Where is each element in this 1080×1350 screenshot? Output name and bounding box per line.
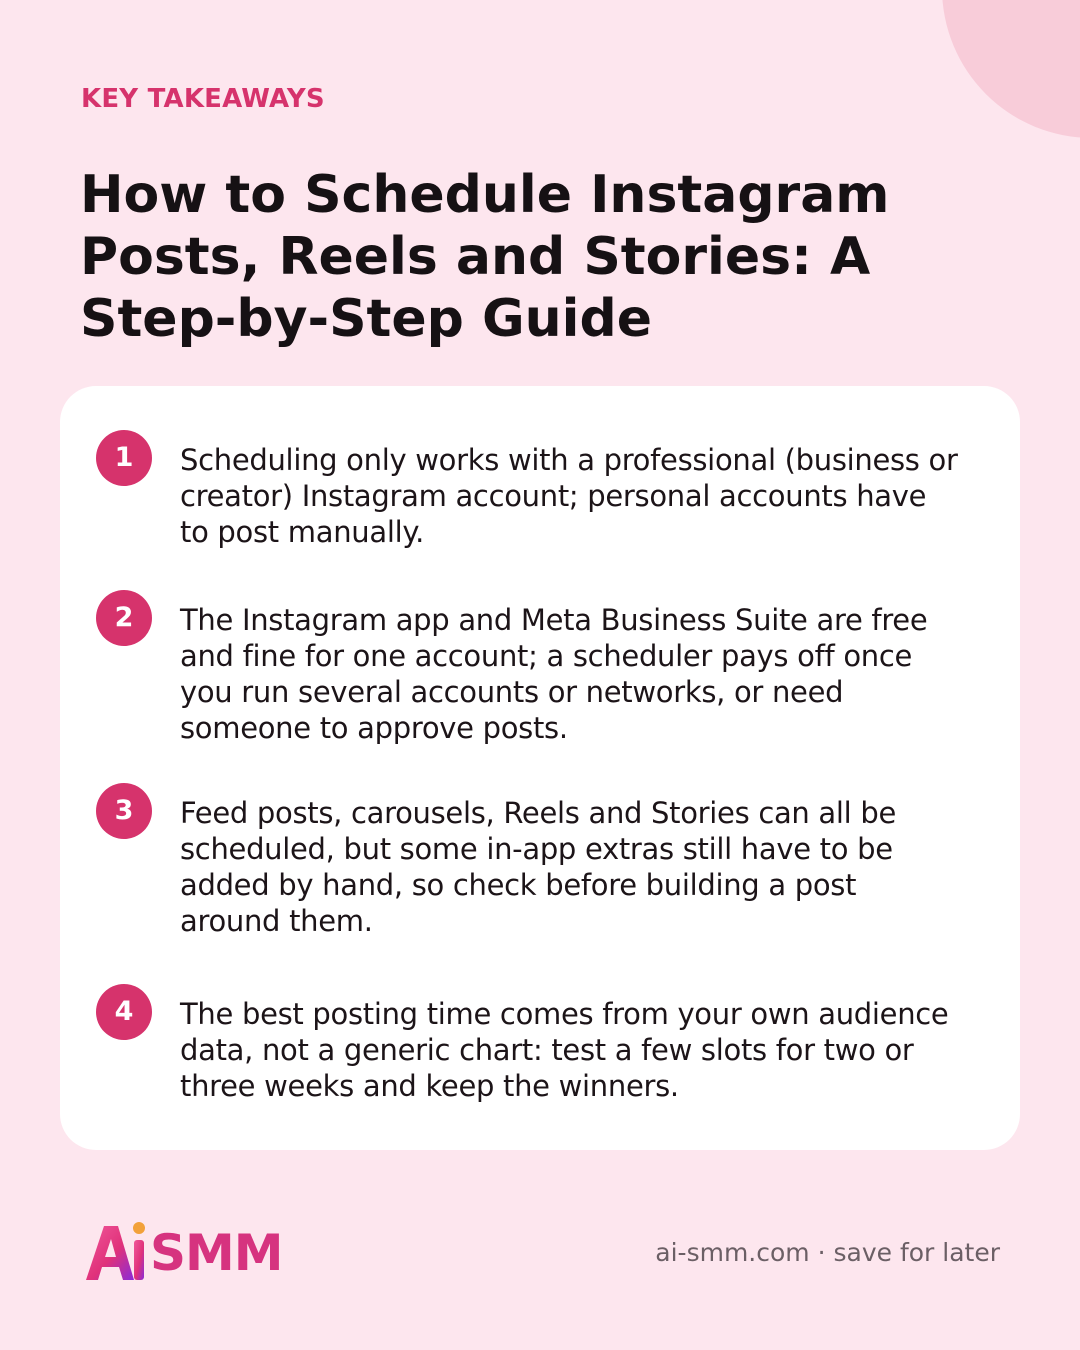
brand-logo <box>82 1212 283 1284</box>
takeaway-text: The best posting time comes from your own audience data, not a generic chart: test a few slots for two or three weeks and keep the winners. <box>180 997 949 1103</box>
logo-wordmark: SMM <box>150 1224 283 1282</box>
step-number-badge: 3 <box>96 783 152 839</box>
decorative-corner-circle <box>942 0 1080 138</box>
step-number-badge: 2 <box>96 590 152 646</box>
section-eyebrow: KEY TAKEAWAYS <box>81 84 325 114</box>
ai-smm-logo-icon <box>82 1212 152 1284</box>
takeaway-text: Feed posts, carousels, Reels and Stories can all be scheduled, but some in-app extras still have to be added by hand, so check before building a post around them. <box>180 796 896 938</box>
takeaways-card <box>60 386 1020 1150</box>
step-number-badge: 4 <box>96 984 152 1040</box>
takeaway-text: Scheduling only works with a professional (business or creator) Instagram account; personal accounts have to post manually. <box>180 443 958 549</box>
step-number-badge: 1 <box>96 430 152 486</box>
takeaway-text: The Instagram app and Meta Business Suite are free and fine for one account; a scheduler pays off once you run several accounts or networks, or need someone to approve posts. <box>180 603 928 745</box>
footer-note: ai-smm.com · save for later <box>655 1238 1000 1267</box>
page-title: How to Schedule Instagram Posts, Reels and Stories: A Step-by-Step Guide <box>80 165 890 349</box>
